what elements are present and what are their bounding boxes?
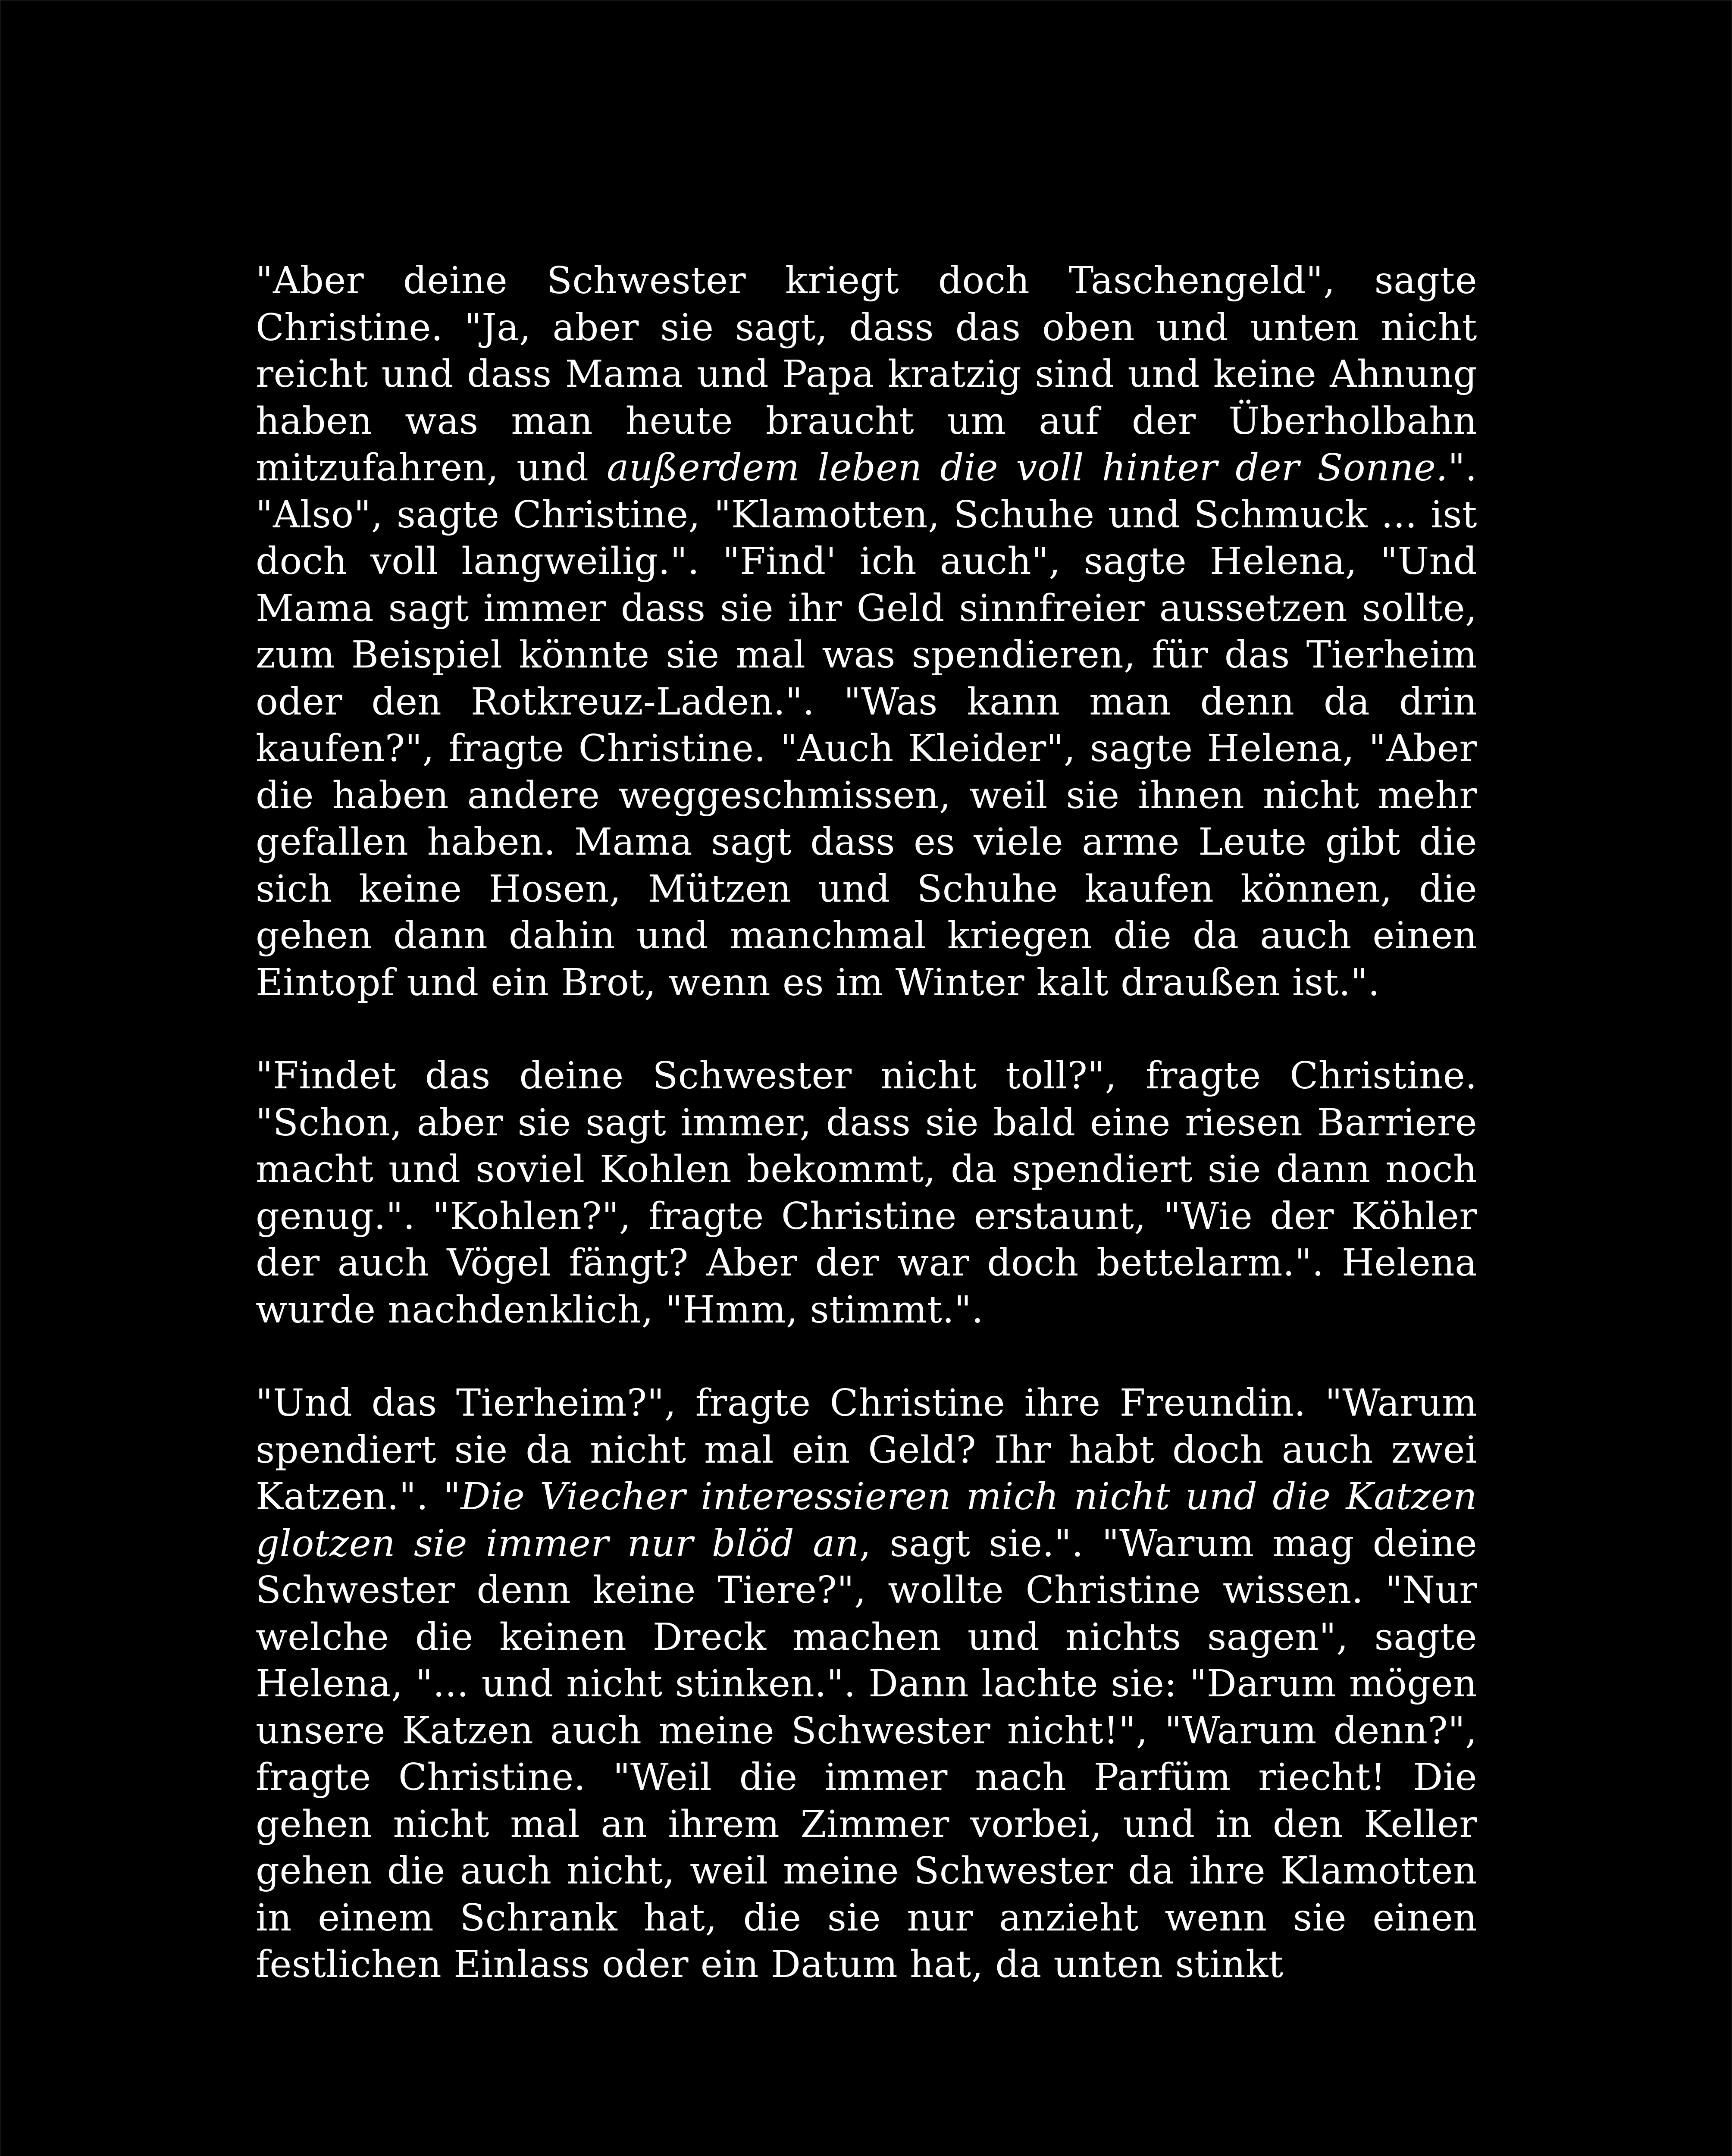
paragraph-1: [256, 257, 1477, 1006]
paragraph-3-run-3: , sagt sie.". "Warum mag deine Schwester denn keine Tiere?", wollte Christine wissen. "Nur welche die keinen Dreck machen und nichts sagen", sagte Helena, "... und nicht stinken.". Dann lachte sie: "Darum mögen unsere Katzen auch meine Schwester nicht!", "Warum denn?", fragte Christine. "Weil die immer nach Parfüm riecht! Die gehen nicht mal an ihrem Zimmer vorbei, und in den Keller gehen die auch nicht, weil meine Schwester da ihre Klamotten in einem Schrank hat, die sie nur anzieht wenn sie einen festlichen Einlass oder ein Datum hat, da unten stinkt: [256, 1522, 1477, 1986]
paragraph-3: [256, 1380, 1477, 1988]
paragraph-2: [256, 1053, 1477, 1333]
story-text: [256, 257, 1477, 1988]
paragraph-1-run-2-italic: außerdem leben die voll hinter der Sonne.: [607, 446, 1448, 489]
paragraph-3-run-1: "Und das Tierheim?", fragte Christine ihre Freundin. "Warum spendiert sie da nicht mal ein Geld? Ihr habt doch auch zwei Katzen.". ": [256, 1382, 1477, 1518]
paragraph-1-run-3: ". "Also", sagte Christine, "Klamotten, Schuhe und Schmuck ... ist doch voll langweilig.". "Find' ich auch", sagte Helena, "Und Mama sagt immer dass sie ihr Geld sinnfreier aussetzen sollte, zum Beispiel könnte sie mal was spendieren, für das Tierheim oder den Rotkreuz-Laden.". "Was kann man denn da drin kaufen?", fragte Christine. "Auch Kleider", sagte Helena, "Aber die haben andere weggeschmissen, weil sie ihnen nicht mehr gefallen haben. Mama sagt dass es viele arme Leute gibt die sich keine Hosen, Mützen und Schuhe kaufen können, die gehen dann dahin und manchmal kriegen die da auch einen Eintopf und ein Brot, wenn es im Winter kalt draußen ist.".: [256, 446, 1477, 1004]
paragraph-3-run-2-italic: Die Viecher interessieren mich nicht und die Katzen glotzen sie immer nur blöd an: [256, 1475, 1478, 1565]
paragraph-1-run-1: "Aber deine Schwester kriegt doch Taschengeld", sagte Christine. "Ja, aber sie sagt, dass das oben und unten nicht reicht und dass Mama und Papa kratzig sind und keine Ahnung haben was man heute braucht um auf der Überholbahn mitzufahren, und: [256, 259, 1477, 489]
paragraph-2-run-1: "Findet das deine Schwester nicht toll?", fragte Christine. "Schon, aber sie sagt immer, dass sie bald eine riesen Barriere macht und soviel Kohlen bekommt, da spendiert sie dann noch genug.". "Kohlen?", fragte Christine erstaunt, "Wie der Köhler der auch Vögel fängt? Aber der war doch bettelarm.". Helena wurde nachdenklich, "Hmm, stimmt.".: [256, 1054, 1477, 1332]
